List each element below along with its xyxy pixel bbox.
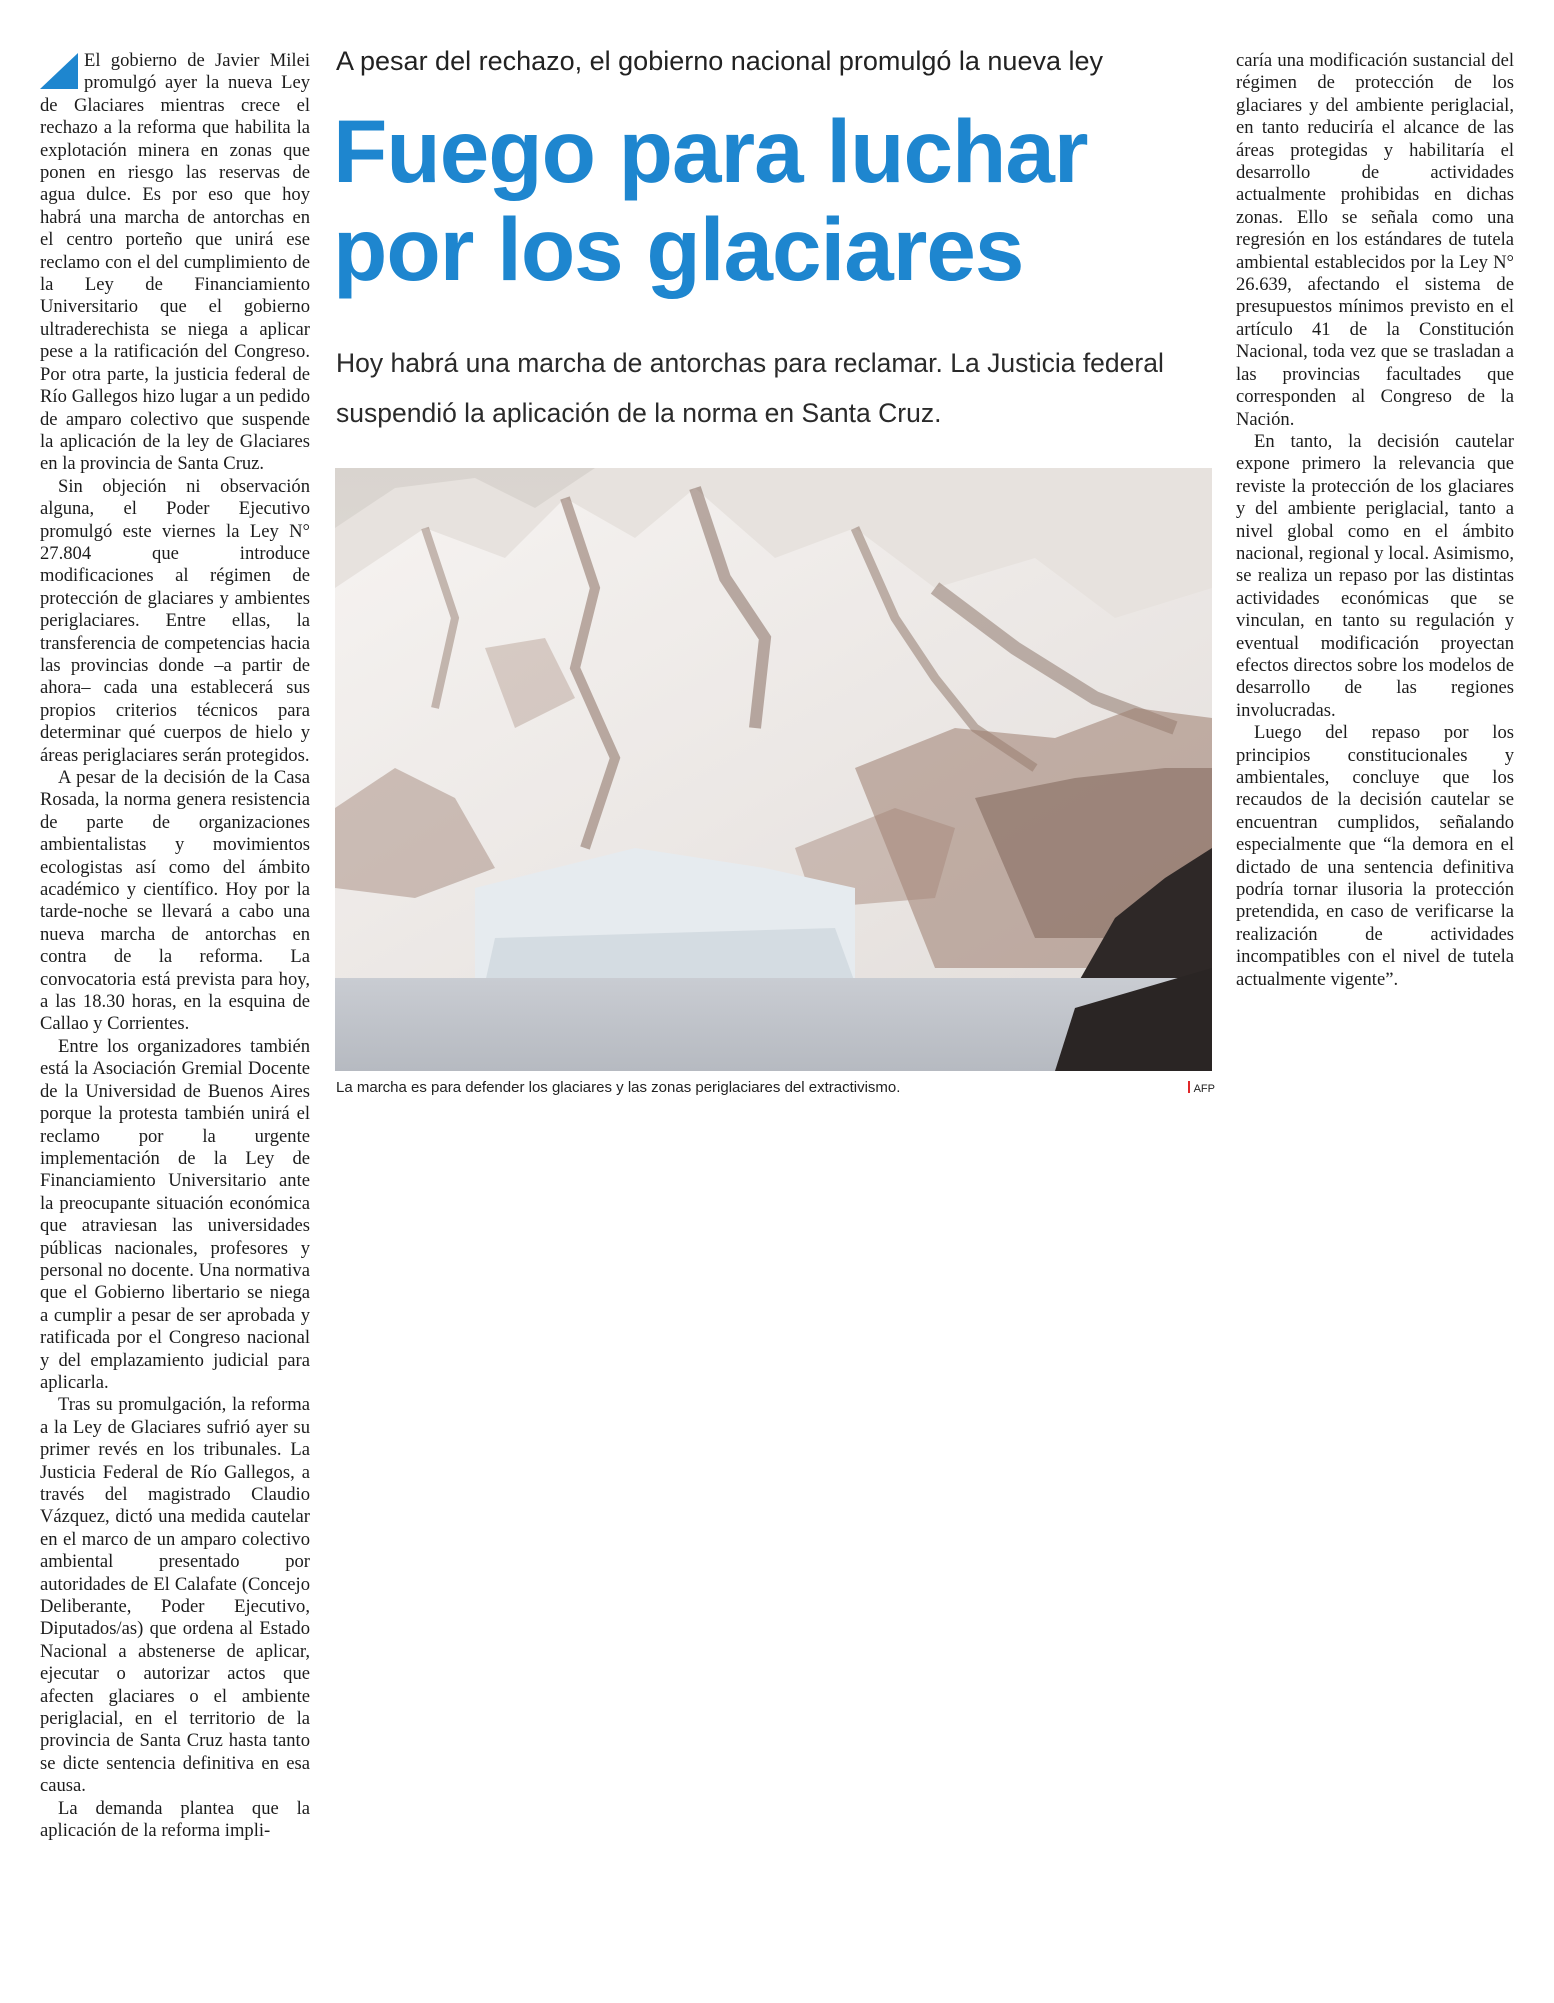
body-paragraph: caría una modificación sustancial del régimen de protección de los glaciares y del ambiente periglacial, en tanto reduciría el alcance de las áreas protegidas y habilitaría el desarrollo de actividades actualmente prohibidas en dichas zonas. Ello se señala como una regresión en los estándares de tutela ambiental establecidos por la Ley N° 26.639, afectando el sistema de presupuestos mínimos previsto en el artículo 41 de la Constitución Nacional, toda vez que se trasladan a las provincias facultades que corresponden al Congreso de la Nación. <box>1236 50 1514 430</box>
corner-triangle-icon <box>40 53 78 89</box>
kicker: A pesar del rechazo, el gobierno nacional promulgó la nueva ley <box>336 46 1103 76</box>
body-paragraph: A pesar de la decisión de la Casa Rosada, la norma genera resistencia de parte de organizaciones ambientalistas y movimientos ecologistas así como del ámbito académico y científico. Hoy por la tarde-noche se llevará a cabo una nueva marcha de antorchas en contra de la reforma. La convocatoria está prevista para hoy, a las 18.30 horas, en la esquina de Callao y Corrientes. <box>40 767 310 1035</box>
subheadline: Hoy habrá una marcha de antorchas para reclamar. La Justicia federal suspendió la aplicación de la norma en Santa Cruz. <box>336 348 1164 428</box>
body-paragraph: Tras su promulgación, la reforma a la Ley de Glaciares sufrió ayer su primer revés en los tribunales. La Justicia Federal de Río Gallegos, a través del magistrado Claudio Vázquez, dictó una medida cautelar en el marco de un amparo colectivo ambiental presentado por autoridades de El Calafate (Concejo Deliberante, Poder Ejecutivo, Diputados/as) que ordena al Estado Nacional a abstenerse de aplicar, ejecutar o autorizar actos que afecten glaciares o el ambiente periglacial, en el territorio de la provincia de Santa Cruz hasta tanto se dicte sentencia definitiva en esa causa. <box>40 1394 310 1797</box>
lead-paragraph-text: El gobierno de Javier Milei promulgó ayer la nueva Ley de Glaciares mientras crece el rechazo a la reforma que habilita la explotación minera en zonas que ponen en riesgo las reservas de agua dulce. Es por eso que hoy habrá una marcha de antorchas en el centro porteño que unirá ese reclamo con el del cumplimiento de la Ley de Financiamiento Universitario que el gobierno ultraderechista se niega a aplicar pese a la ratificación del Congreso. Por otra parte, la justicia federal de Río Gallegos hizo lugar a un pedido de amparo colectivo que suspende la aplicación de la ley de Glaciares en la provincia de Santa Cruz. <box>40 50 310 475</box>
left-text-column <box>40 50 310 1843</box>
headline: Fuego para luchar por los glaciares <box>333 101 1088 299</box>
body-paragraph: Entre los organizadores también está la Asociación Gremial Docente de la Universidad de Buenos Aires porque la protesta también unirá el reclamo por la urgente implementación de la Ley de Financiamiento Universitario ante la preocupante situación económica que atraviesan las universidades públicas nacionales, profesores y personal no docente. Una normativa que el Gobierno libertario se niega a cumplir a pesar de ser aprobada y ratificada por el Congreso nacional y del emplazamiento judicial para aplicarla. <box>40 1035 310 1393</box>
credit-bar <box>1188 1081 1190 1093</box>
body-paragraph: La demanda plantea que la aplicación de la reforma impli- <box>40 1797 310 1842</box>
lead-paragraph <box>40 50 310 476</box>
body-paragraph: En tanto, la decisión cautelar expone primero la relevancia que reviste la protección de los glaciares y del ambiente periglacial, tanto a nivel global como en el ámbito nacional, regional y local. Asimismo, se realiza un repaso por las distintas actividades económicas que se vinculan, en tanto su regulación y eventual modificación proyectan efectos directos sobre los modelos de desarrollo de las regiones involucradas. <box>1236 430 1514 721</box>
right-text-column <box>1236 50 1514 991</box>
body-paragraph: Sin objeción ni observación alguna, el Poder Ejecutivo promulgó este viernes la Ley N° 27.804 que introduce modificaciones al régimen de protección de glaciares y ambientes periglaciares. Entre ellas, la transferencia de competencias hacia las provincias donde –a partir de ahora– cada una establecerá sus propios criterios técnicos para determinar qué cuerpos de hielo y áreas periglaciares serán protegidos. <box>40 475 310 766</box>
photo-caption: La marcha es para defender los glaciares y las zonas periglaciares del extractivismo. <box>336 1079 901 1096</box>
photo-credit <box>1185 1079 1215 1099</box>
photo-credit-text: AFP <box>1193 1083 1215 1095</box>
body-paragraph: Luego del repaso por los principios constitucionales y ambientales, concluye que los recaudos de la decisión cautelar se encuentran cumplidos, señalando especialmente que “la demora en el dictado de una sentencia definitiva podría tornar ilusoria la protección pretendida, en caso de verificarse la realización de actividades incompatibles con el nivel de tutela actualmente vigente”. <box>1236 722 1514 990</box>
glacier-photo <box>335 468 1212 1071</box>
